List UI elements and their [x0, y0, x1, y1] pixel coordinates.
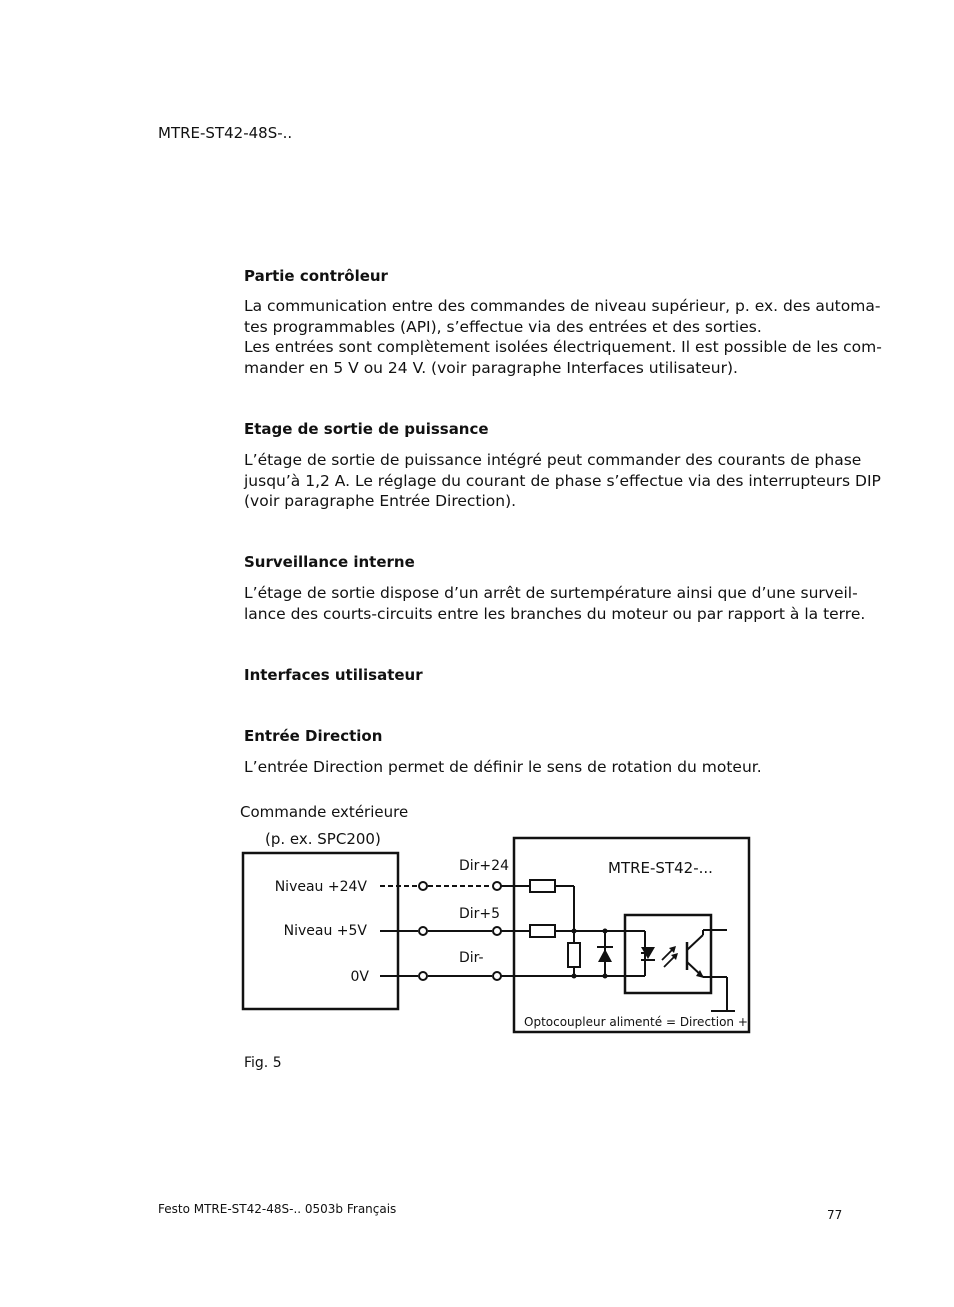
section-heading: Entrée Direction [244, 727, 383, 745]
page-number: 77 [827, 1208, 843, 1222]
device-label: MTRE-ST42-... [608, 859, 713, 877]
terminal-5v-left [419, 927, 427, 935]
paragraph-line: Les entrées sont complètement isolées électriquement. Il est possible de les com- [244, 338, 882, 357]
level-5v-label: Niveau +5V [283, 923, 367, 939]
pin-dirminus-label: Dir- [459, 950, 484, 966]
level-24v-label: Niveau +24V [274, 879, 367, 895]
resistor-5v [530, 925, 555, 937]
paragraph-line: tes programmables (API), s’effectue via des entrées et des sorties. [244, 317, 762, 336]
paragraph-line: L’étage de sortie de puissance intégré peut commander des courants de phase [244, 451, 862, 469]
paragraph-line: (voir paragraphe Entrée Direction). [244, 492, 517, 511]
optocoupler-note: Optocoupleur alimenté = Direction + [524, 1015, 748, 1029]
section-heading: Partie contrôleur [244, 267, 388, 285]
figure-caption: Fig. 5 [244, 1055, 282, 1071]
paragraph-line: jusqu’à 1,2 A. Le réglage du courant de phase s’effectue via des interrupteurs DIP [244, 471, 881, 490]
pin-dir5-label: Dir+5 [459, 906, 501, 922]
terminal-dir5 [493, 927, 501, 935]
paragraph-line: La communication entre des commandes de niveau supérieur, p. ex. des automa- [244, 297, 881, 315]
terminal-dirminus [493, 972, 501, 980]
transistor-collector [687, 935, 703, 950]
running-header: MTRE-ST42-48S-.. [158, 124, 293, 142]
diode-icon [598, 949, 612, 962]
pin-dir24-label: Dir+24 [459, 858, 509, 874]
footer-left: Festo MTRE-ST42-48S-.. 0503b Français [158, 1202, 397, 1216]
terminal-dir24 [493, 882, 501, 890]
paragraph-line: lance des courts-circuits entre les branches du moteur ou par rapport à la terre. [244, 604, 866, 623]
paragraph-line: L’étage de sortie dispose d’un arrêt de surtempérature ainsi que d’une surveil- [244, 584, 858, 602]
terminal-0v-left [419, 972, 427, 980]
terminal-24v-left [419, 882, 427, 890]
paragraph-line: L’entrée Direction permet de définir le sens de rotation du moteur. [244, 758, 762, 776]
resistor-24v [530, 880, 555, 892]
external-controller-label: Commande extérieure [240, 803, 409, 821]
level-0v-label: 0V [350, 969, 369, 985]
resistor-shunt [568, 943, 580, 967]
paragraph-line: mander en 5 V ou 24 V. (voir paragraphe Interfaces utilisateur). [244, 358, 738, 377]
section-heading: Etage de sortie de puissance [244, 420, 489, 438]
section-heading: Interfaces utilisateur [244, 666, 423, 684]
section-heading: Surveillance interne [244, 553, 415, 571]
external-controller-example: (p. ex. SPC200) [265, 830, 381, 848]
